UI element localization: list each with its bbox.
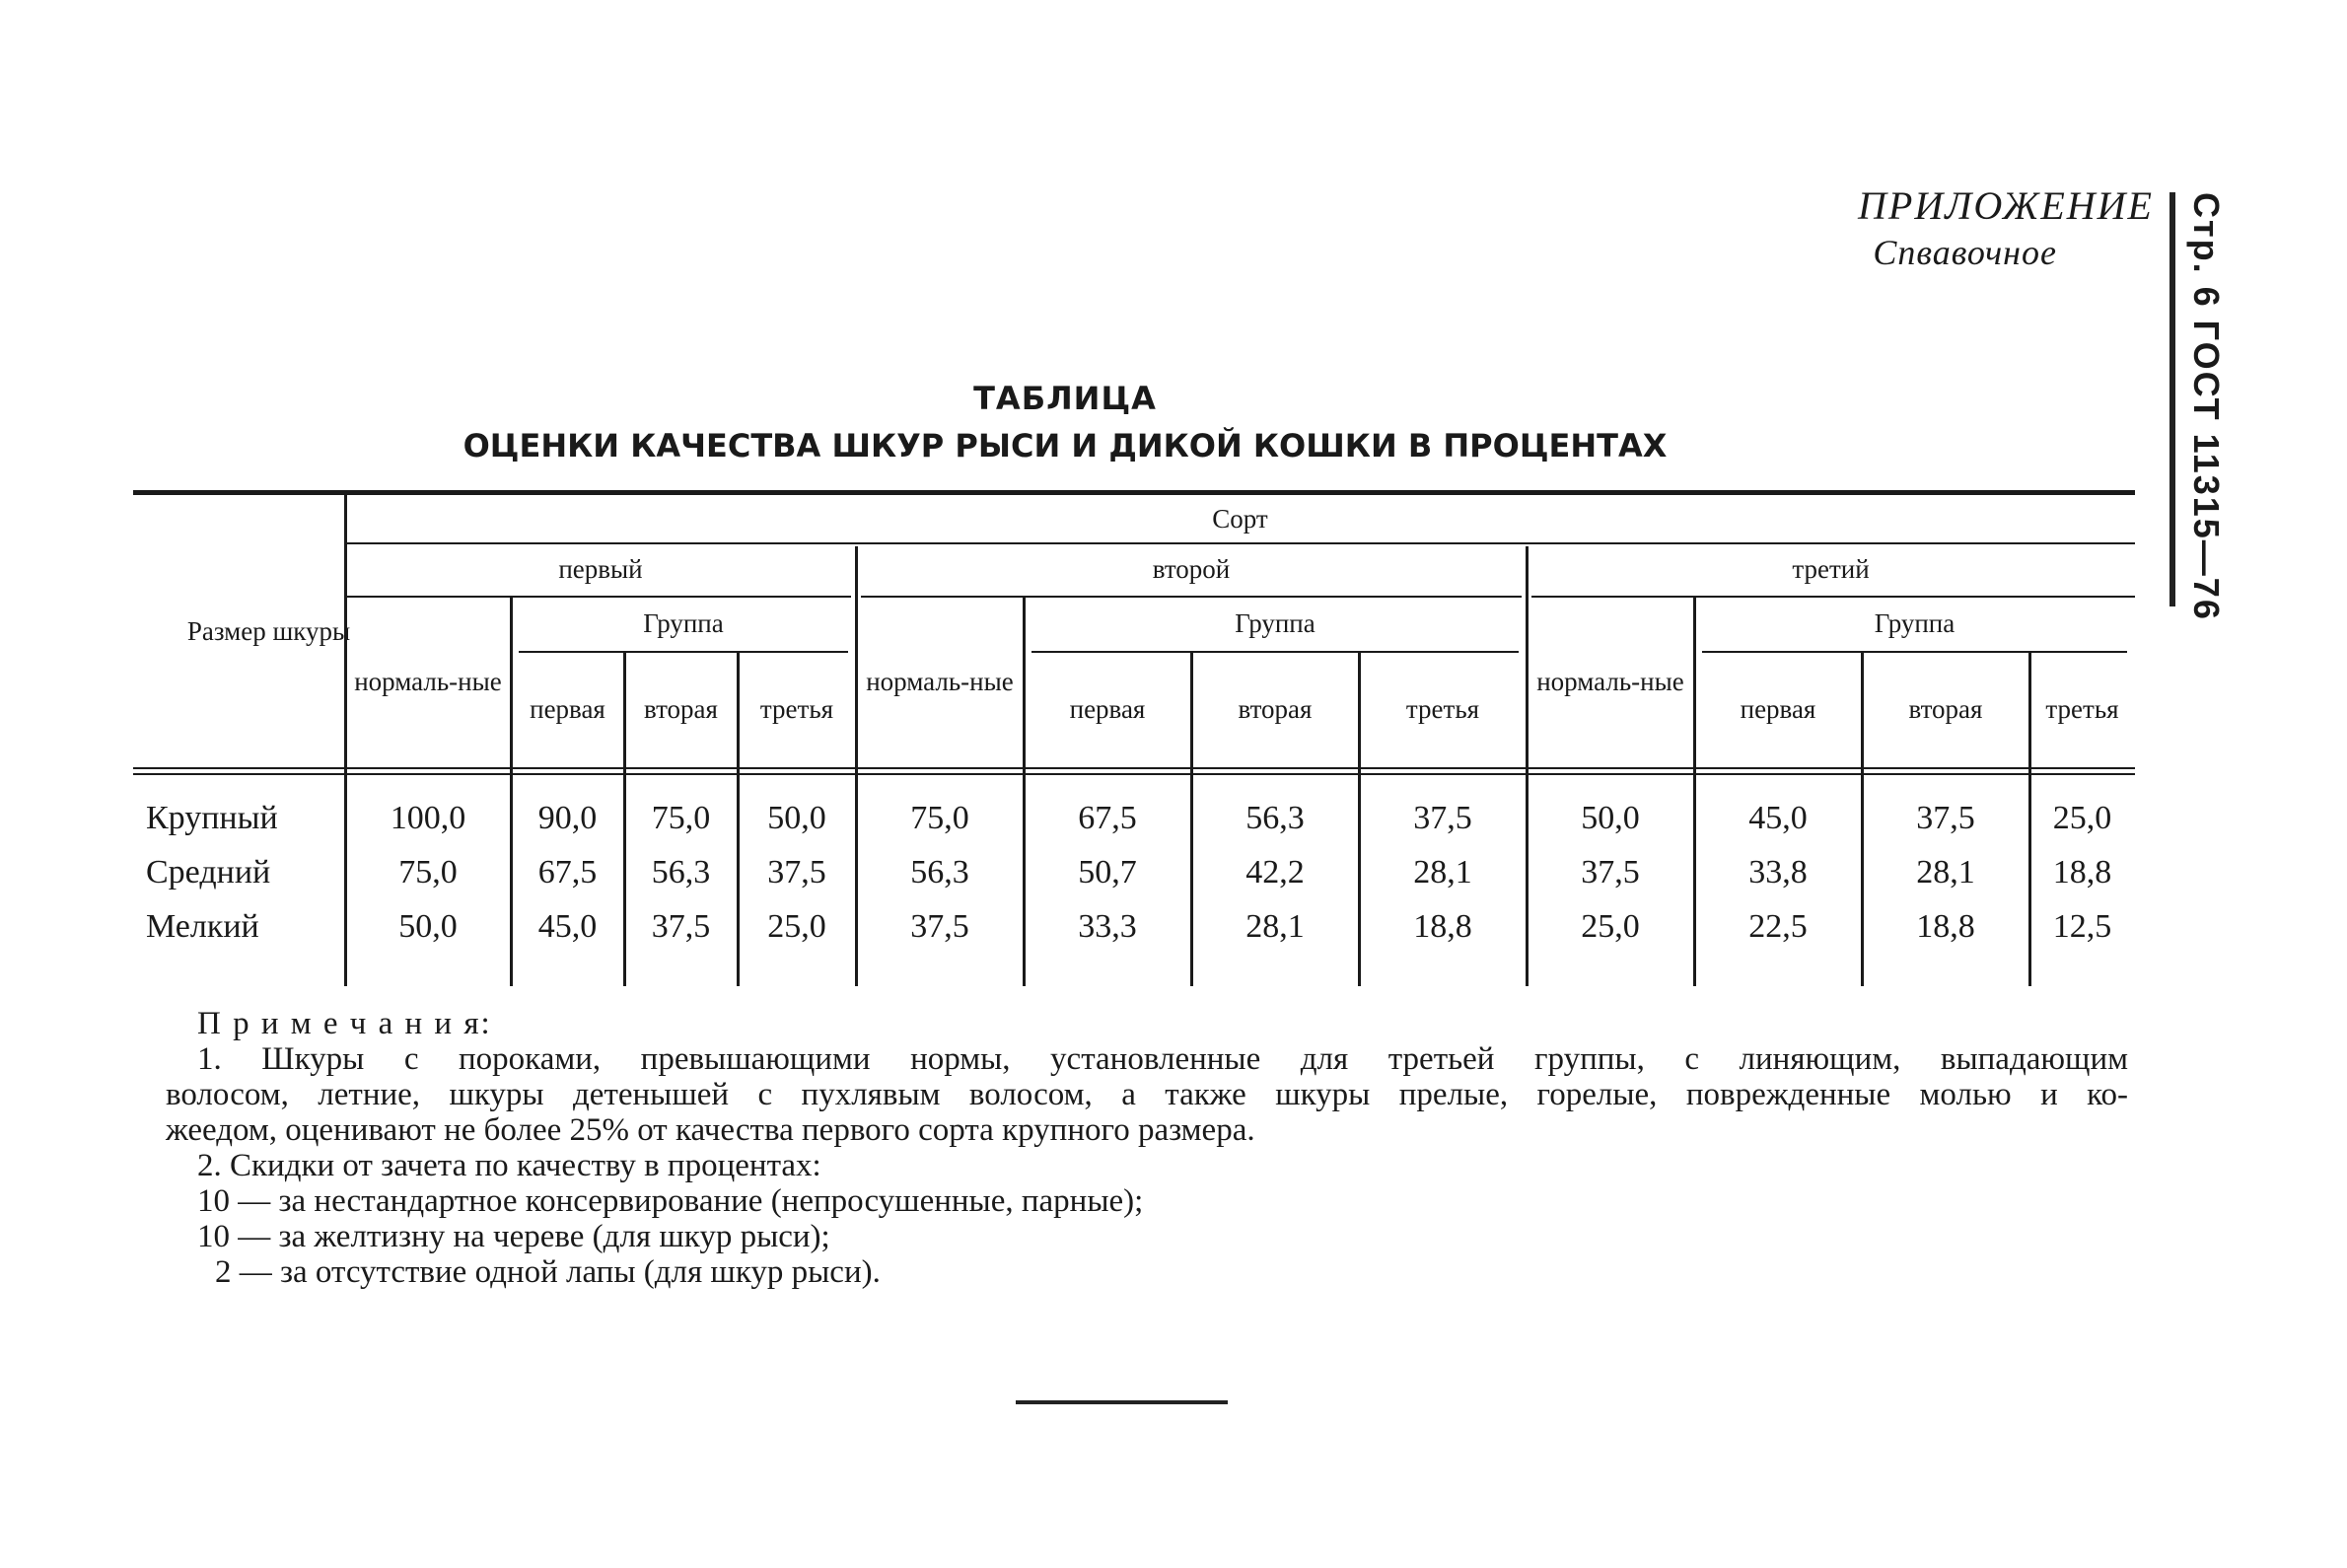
normal-header: нормаль-ные: [1536, 667, 1684, 696]
table-cell: 25,0: [767, 908, 826, 945]
table-cell: 45,0: [537, 908, 598, 945]
table-cell: 67,5: [1078, 800, 1137, 836]
table-cell: 50,0: [398, 908, 458, 945]
table-cell: 37,5: [767, 854, 826, 891]
note-2-item-3: 2 — за отсутствие одной лапы (для шкур рыси).: [215, 1254, 881, 1290]
group-3-header: третья: [2045, 694, 2119, 724]
row-label: Мелкий: [146, 908, 259, 945]
table-cell: 33,8: [1748, 854, 1808, 891]
table-cell: 45,0: [1748, 800, 1808, 836]
notes-heading: П р и м е ч а н и я:: [197, 1006, 492, 1041]
table-cell: 18,8: [2052, 854, 2112, 891]
table-cell: 50,0: [1581, 800, 1640, 836]
group-2-header: вторая: [1908, 694, 1983, 724]
sort-2-header: второй: [1152, 554, 1231, 584]
table-cell: 50,0: [767, 800, 826, 836]
sort-header: Сорт: [1212, 504, 1268, 534]
table-cell: 28,1: [1916, 854, 1975, 891]
table-cell: 75,0: [910, 800, 969, 836]
normal-header: нормаль-ные: [354, 667, 502, 696]
table-cell: 56,3: [910, 854, 969, 891]
group-header: Группа: [1874, 608, 1956, 638]
table-cell: 56,3: [651, 854, 711, 891]
header-bottom-rule: [133, 767, 2135, 769]
table-cell: 22,5: [1748, 908, 1808, 945]
note-1-line-1: 1. Шкуры с пороками, превышающими нормы, установленные для третьей группы, с линяющим, выпадающим: [197, 1041, 2128, 1077]
sort-1-header: первый: [558, 554, 643, 584]
group-1-header: первая: [530, 694, 605, 724]
group-1-header: первая: [1740, 694, 1816, 724]
sort-3-header: третий: [1792, 554, 1870, 584]
table-cell: 90,0: [537, 800, 598, 836]
table-subtitle: ОЦЕНКИ КАЧЕСТВА ШКУР РЫСИ И ДИКОЙ КОШКИ В ПРОЦЕНТАХ: [462, 427, 1668, 464]
table-title: ТАБЛИЦА: [973, 380, 1157, 417]
table-cell: 12,5: [2052, 908, 2112, 945]
page-side-label: [2169, 192, 2227, 621]
table-cell: 25,0: [1581, 908, 1640, 945]
table-cell: 25,0: [2052, 800, 2112, 836]
note-2-item-1: 10 — за нестандартное консервирование (непросушенные, парные);: [197, 1183, 1144, 1219]
group-2-header: вторая: [644, 694, 718, 724]
table-cell: 75,0: [651, 800, 711, 836]
table-cell: 28,1: [1245, 908, 1305, 945]
table-cell: 37,5: [1581, 854, 1640, 891]
table-cell: 37,5: [1916, 800, 1975, 836]
group-1-header: первая: [1069, 694, 1146, 724]
table-cell: 42,2: [1245, 854, 1305, 891]
table-cell: 18,8: [1413, 908, 1472, 945]
table-cell: 56,3: [1245, 800, 1305, 836]
group-2-header: вторая: [1238, 694, 1313, 724]
size-header: Размер шкуры: [186, 616, 351, 646]
table-cell: 37,5: [1413, 800, 1472, 836]
note-2-heading: 2. Скидки от зачета по качеству в процентах:: [197, 1148, 821, 1183]
table-cell: 67,5: [537, 854, 598, 891]
group-header: Группа: [643, 608, 724, 638]
table-cell: 75,0: [398, 854, 458, 891]
side-label-text: Стр. 6 ГОСТ 11315—76: [2186, 192, 2227, 621]
note-2-item-2: 10 — за желтизну на череве (для шкур рыси);: [197, 1219, 830, 1254]
note-1-line-3: жеедом, оценивают не более 25% от качества первого сорта крупного размера.: [166, 1112, 1255, 1148]
group-header: Группа: [1235, 608, 1316, 638]
appendix-subheading: Спвавочное: [1873, 233, 2057, 272]
table-cell: 37,5: [651, 908, 711, 945]
bottom-rule: [1016, 1400, 1228, 1404]
row-label: Средний: [146, 854, 271, 891]
notes: [166, 1006, 2128, 1290]
row-label: Крупный: [146, 800, 278, 836]
table-cell: 100,0: [390, 800, 466, 836]
table-cell: 28,1: [1413, 854, 1472, 891]
group-3-header: третья: [759, 694, 834, 724]
table-cell: 18,8: [1916, 908, 1975, 945]
normal-header: нормаль-ные: [866, 667, 1014, 696]
table-cell: 37,5: [910, 908, 969, 945]
note-1-line-2: волосом, летние, шкуры детенышей с пухлявым волосом, а также шкуры прелые, горелые, поврежденные молью и ко-: [166, 1077, 2128, 1112]
header-bottom-rule-2: [133, 773, 2135, 775]
group-3-header: третья: [1405, 694, 1480, 724]
table-cell: 33,3: [1078, 908, 1137, 945]
appendix-heading: ПРИЛОЖЕНИЕ: [1858, 183, 2154, 228]
table-cell: 50,7: [1078, 854, 1137, 891]
